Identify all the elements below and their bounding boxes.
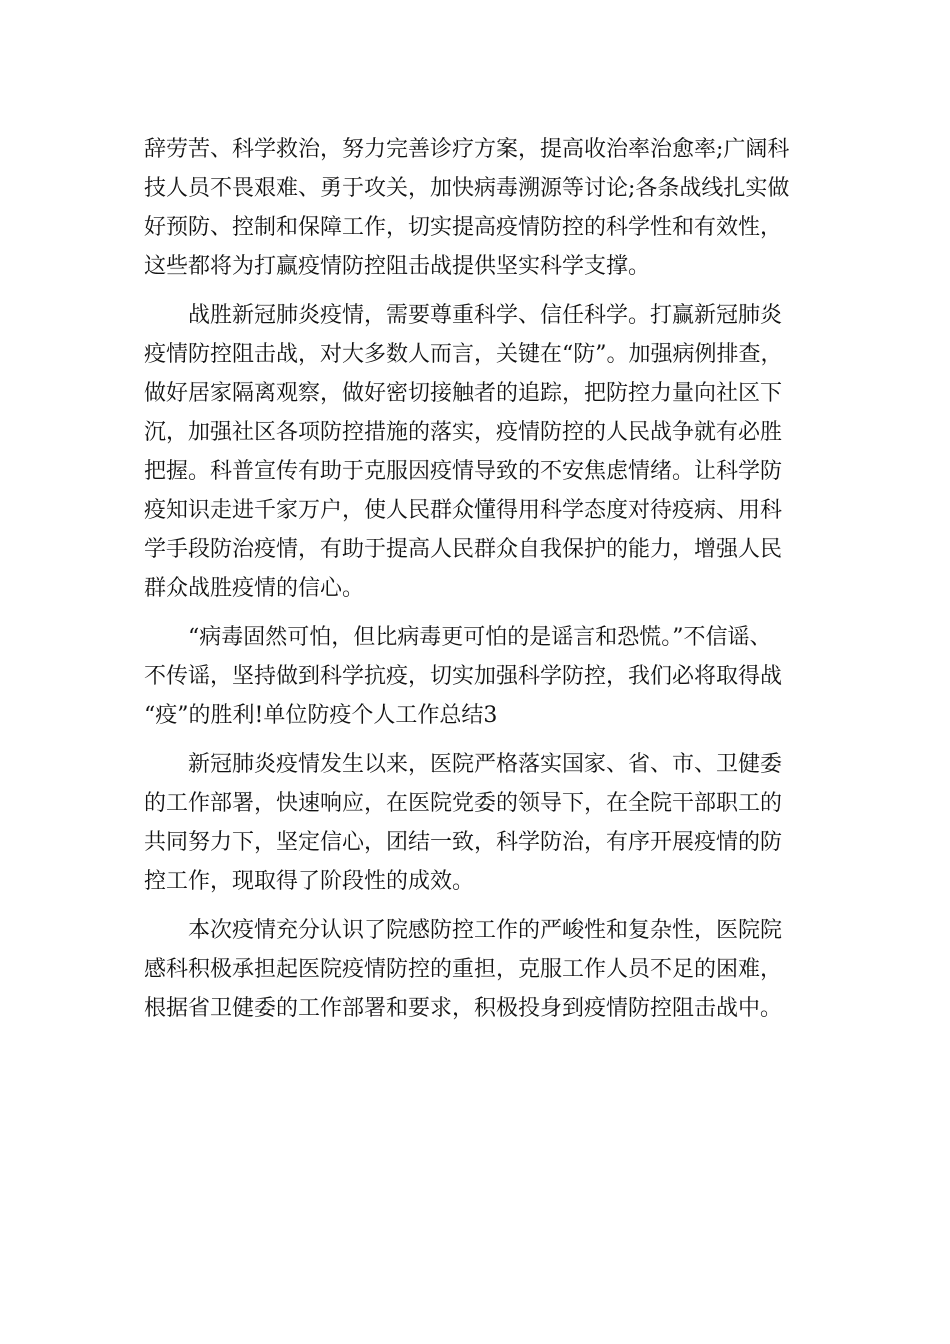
text-line: 好预防、控制和保障工作，切实提高疫情防控的科学性和有效性， (144, 215, 783, 240)
text-line: 本次疫情充分认识了院感防控工作的严峻性和复杂性，医院院 (188, 918, 783, 943)
text-line: 控工作，现取得了阶段性的成效。 (144, 869, 475, 894)
text-line: 做好居家隔离观察，做好密切接触者的追踪，把防控力量向社区下 (144, 381, 783, 406)
text-line: 群众战胜疫情的信心。 (144, 576, 365, 601)
paragraph-5 (144, 911, 824, 1028)
text-line: 疫知识走进千家万户，使人民群众懂得用科学态度对待疫病、用科 (144, 498, 783, 523)
paragraph-3 (144, 618, 824, 735)
text-line: 技人员不畏艰难、勇于攻关，加快病毒溯源等讨论;各条战线扎实做 (144, 176, 790, 201)
text-line: 根据省卫健委的工作部署和要求，积极投身到疫情防控阻击战中。 (144, 996, 783, 1021)
paragraph-4 (144, 745, 824, 901)
text-line: “疫”的胜利!单位防疫个人工作总结3 (144, 703, 498, 728)
text-line: 疫情防控阻击战，对大多数人而言，关键在“防”。加强病例排查， (144, 342, 783, 367)
text-line: 的工作部署，快速响应，在医院党委的领导下，在全院干部职工的 (144, 791, 783, 816)
text-line: 新冠肺炎疫情发生以来，医院严格落实国家、省、市、卫健委 (188, 752, 783, 777)
text-line: 战胜新冠肺炎疫情，需要尊重科学、信任科学。打赢新冠肺炎 (188, 303, 783, 328)
text-line: 辞劳苦、科学救治，努力完善诊疗方案，提高收治率治愈率;广阔科 (144, 137, 790, 162)
text-line: 沉，加强社区各项防控措施的落实，疫情防控的人民战争就有必胜 (144, 420, 783, 445)
text-line: 学手段防治疫情，有助于提高人民群众自我保护的能力，增强人民 (144, 537, 783, 562)
text-line: 把握。科普宣传有助于克服因疫情导致的不安焦虑情绪。让科学防 (144, 459, 783, 484)
paragraph-1 (144, 130, 824, 286)
text-line: 这些都将为打赢疫情防控阻击战提供坚实科学支撑。 (144, 254, 651, 279)
text-line: 感科积极承担起医院疫情防控的重担，克服工作人员不足的困难， (144, 957, 783, 982)
text-line: 共同努力下，坚定信心，团结一致，科学防治，有序开展疫情的防 (144, 830, 783, 855)
text-line: “病毒固然可怕，但比病毒更可怕的是谣言和恐慌。”不信谣、 (188, 625, 772, 650)
paragraph-2 (144, 296, 824, 608)
text-line: 不传谣，坚持做到科学抗疫，切实加强科学防控，我们必将取得战 (144, 664, 783, 689)
body-text (144, 130, 824, 1028)
